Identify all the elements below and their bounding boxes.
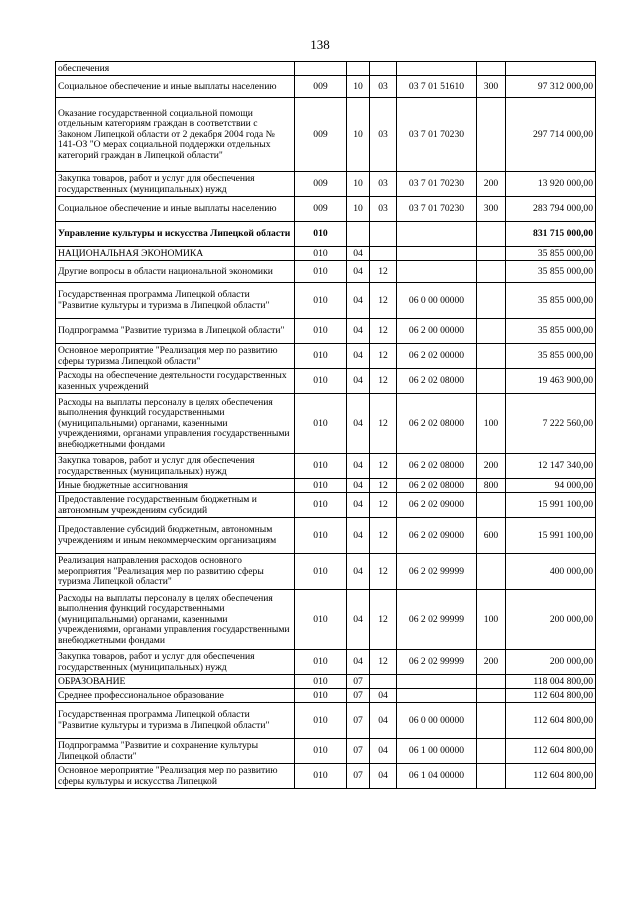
admin-code-cell: 010 [295,369,347,394]
amount-cell: 35 855 000,00 [506,261,596,283]
row-name-cell: Предоставление субсидий бюджетным, автономным учреждениям и иным некоммерческим организациям [56,518,295,554]
row-name-cell: Расходы на выплаты персоналу в целях обеспечения выполнения функций государственными (муниципальными) органами, казенными учреждениями, органами управления государственными внебюджетными фондами [56,590,295,650]
table-row [56,319,596,344]
subsection-code-cell: 04 [370,703,397,739]
amount-cell: 13 920 000,00 [506,172,596,197]
target-code-cell: 06 2 00 00000 [397,319,477,344]
subsection-code-cell [370,247,397,261]
target-code-cell: 06 1 00 00000 [397,739,477,764]
admin-code-cell: 009 [295,98,347,172]
section-code-cell: 04 [347,650,370,675]
table-row [56,493,596,518]
target-code-cell [397,247,477,261]
amount-cell: 112 604 800,00 [506,739,596,764]
subsection-code-cell: 12 [370,283,397,319]
target-code-cell [397,222,477,247]
target-code-cell: 06 2 02 09000 [397,518,477,554]
expense-type-cell [477,703,506,739]
row-name-cell: обеспечения [56,62,295,76]
subsection-code-cell: 12 [370,261,397,283]
expense-type-cell [477,739,506,764]
admin-code-cell: 010 [295,518,347,554]
row-name-cell: НАЦИОНАЛЬНАЯ ЭКОНОМИКА [56,247,295,261]
target-code-cell: 03 7 01 70230 [397,172,477,197]
admin-code-cell: 010 [295,650,347,675]
row-name-cell: Расходы на выплаты персоналу в целях обеспечения выполнения функций государственными (муниципальными) органами, казенными учреждениями, органами управления государственными внебюджетными фондами [56,394,295,454]
admin-code-cell: 010 [295,479,347,493]
table-row [56,247,596,261]
amount-cell: 35 855 000,00 [506,247,596,261]
table-row [56,283,596,319]
section-code-cell [347,222,370,247]
amount-cell: 283 794 000,00 [506,197,596,222]
target-code-cell: 06 2 02 08000 [397,369,477,394]
row-name-cell: Закупка товаров, работ и услуг для обеспечения государственных (муниципальных) нужд [56,650,295,675]
table-row [56,590,596,650]
section-code-cell [347,62,370,76]
section-code-cell: 07 [347,703,370,739]
row-name-cell: Управление культуры и искусства Липецкой области [56,222,295,247]
expense-type-cell: 100 [477,590,506,650]
expense-type-cell [477,493,506,518]
expense-type-cell [477,222,506,247]
admin-code-cell: 009 [295,197,347,222]
admin-code-cell: 010 [295,344,347,369]
subsection-code-cell: 04 [370,764,397,789]
expense-type-cell: 200 [477,650,506,675]
table-row [56,98,596,172]
table-row [56,703,596,739]
admin-code-cell: 010 [295,554,347,590]
amount-cell: 200 000,00 [506,650,596,675]
expense-type-cell: 200 [477,172,506,197]
row-name-cell: Государственная программа Липецкой области "Развитие культуры и туризма в Липецкой области" [56,283,295,319]
target-code-cell: 03 7 01 70230 [397,98,477,172]
amount-cell: 118 004 800,00 [506,675,596,689]
expense-type-cell: 200 [477,454,506,479]
subsection-code-cell: 12 [370,394,397,454]
section-code-cell: 04 [347,344,370,369]
subsection-code-cell: 03 [370,76,397,98]
section-code-cell: 04 [347,369,370,394]
section-code-cell: 04 [347,319,370,344]
budget-table [55,61,596,789]
subsection-code-cell: 12 [370,479,397,493]
table-row [56,650,596,675]
row-name-cell: Иные бюджетные ассигнования [56,479,295,493]
subsection-code-cell: 12 [370,554,397,590]
expense-type-cell [477,283,506,319]
row-name-cell: Закупка товаров, работ и услуг для обеспечения государственных (муниципальных) нужд [56,454,295,479]
target-code-cell: 03 7 01 51610 [397,76,477,98]
expense-type-cell [477,554,506,590]
expense-type-cell [477,764,506,789]
target-code-cell: 06 1 04 00000 [397,764,477,789]
expense-type-cell [477,319,506,344]
row-name-cell: Подпрограмма "Развитие и сохранение культуры Липецкой области" [56,739,295,764]
row-name-cell: Предоставление государственным бюджетным и автономным учреждениям субсидий [56,493,295,518]
amount-cell: 400 000,00 [506,554,596,590]
admin-code-cell: 009 [295,76,347,98]
expense-type-cell [477,369,506,394]
admin-code-cell: 010 [295,739,347,764]
row-name-cell: Социальное обеспечение и иные выплаты населению [56,197,295,222]
section-code-cell: 04 [347,493,370,518]
section-code-cell: 07 [347,675,370,689]
expense-type-cell [477,344,506,369]
target-code-cell: 06 0 00 00000 [397,703,477,739]
target-code-cell: 06 2 02 08000 [397,394,477,454]
row-name-cell: Государственная программа Липецкой области "Развитие культуры и туризма в Липецкой области" [56,703,295,739]
admin-code-cell: 010 [295,261,347,283]
section-code-cell: 04 [347,394,370,454]
subsection-code-cell: 12 [370,650,397,675]
table-row [56,518,596,554]
row-name-cell: Основное мероприятие "Реализация мер по развитию сферы туризма Липецкой области" [56,344,295,369]
target-code-cell: 06 2 02 08000 [397,454,477,479]
admin-code-cell: 010 [295,222,347,247]
section-code-cell: 07 [347,689,370,703]
admin-code-cell: 010 [295,590,347,650]
amount-cell: 15 991 100,00 [506,518,596,554]
admin-code-cell: 010 [295,703,347,739]
row-name-cell: Социальное обеспечение и иные выплаты населению [56,76,295,98]
section-code-cell: 07 [347,764,370,789]
row-name-cell: Среднее профессиональное образование [56,689,295,703]
expense-type-cell [477,98,506,172]
subsection-code-cell: 03 [370,197,397,222]
target-code-cell [397,689,477,703]
target-code-cell [397,261,477,283]
table-row [56,454,596,479]
amount-cell: 15 991 100,00 [506,493,596,518]
subsection-code-cell: 04 [370,739,397,764]
target-code-cell: 03 7 01 70230 [397,197,477,222]
amount-cell: 112 604 800,00 [506,703,596,739]
subsection-code-cell: 12 [370,590,397,650]
target-code-cell: 06 0 00 00000 [397,283,477,319]
expense-type-cell: 100 [477,394,506,454]
target-code-cell: 06 2 02 08000 [397,479,477,493]
row-name-cell: Расходы на обеспечение деятельности государственных казенных учреждений [56,369,295,394]
section-code-cell: 10 [347,98,370,172]
admin-code-cell: 010 [295,764,347,789]
target-code-cell: 06 2 02 99999 [397,590,477,650]
admin-code-cell: 010 [295,454,347,479]
row-name-cell: Оказание государственной социальной помощи отдельным категориям граждан в соответствии с Законом Липецкой области от 2 декабря 2004 года № 141-ОЗ "О мерах социальной поддержки отдельных категорий граждан в Липецкой области" [56,98,295,172]
table-row [56,62,596,76]
table-row [56,764,596,789]
table-row [56,369,596,394]
subsection-code-cell: 03 [370,172,397,197]
table-row [56,76,596,98]
subsection-code-cell [370,62,397,76]
amount-cell: 94 000,00 [506,479,596,493]
subsection-code-cell [370,222,397,247]
expense-type-cell [477,247,506,261]
amount-cell: 97 312 000,00 [506,76,596,98]
target-code-cell [397,675,477,689]
expense-type-cell [477,261,506,283]
expense-type-cell [477,689,506,703]
subsection-code-cell: 04 [370,689,397,703]
expense-type-cell: 600 [477,518,506,554]
table-row [56,344,596,369]
subsection-code-cell: 12 [370,454,397,479]
expense-type-cell: 300 [477,197,506,222]
row-name-cell: Основное мероприятие "Реализация мер по развитию сферы культуры и искусства Липецкой [56,764,295,789]
target-code-cell: 06 2 02 09000 [397,493,477,518]
table-row [56,739,596,764]
subsection-code-cell: 12 [370,518,397,554]
amount-cell: 19 463 900,00 [506,369,596,394]
amount-cell: 112 604 800,00 [506,764,596,789]
admin-code-cell: 010 [295,319,347,344]
row-name-cell: ОБРАЗОВАНИЕ [56,675,295,689]
admin-code-cell: 010 [295,689,347,703]
amount-cell: 112 604 800,00 [506,689,596,703]
section-code-cell: 04 [347,261,370,283]
admin-code-cell: 010 [295,247,347,261]
table-row [56,261,596,283]
target-code-cell: 06 2 02 99999 [397,650,477,675]
amount-cell [506,62,596,76]
section-code-cell: 10 [347,197,370,222]
expense-type-cell [477,62,506,76]
expense-type-cell [477,675,506,689]
amount-cell: 831 715 000,00 [506,222,596,247]
target-code-cell [397,62,477,76]
admin-code-cell: 010 [295,283,347,319]
amount-cell: 200 000,00 [506,590,596,650]
admin-code-cell: 009 [295,172,347,197]
target-code-cell: 06 2 02 00000 [397,344,477,369]
table-row [56,554,596,590]
section-code-cell: 10 [347,172,370,197]
table-row [56,172,596,197]
subsection-code-cell: 12 [370,319,397,344]
target-code-cell: 06 2 02 99999 [397,554,477,590]
subsection-code-cell [370,675,397,689]
amount-cell: 35 855 000,00 [506,283,596,319]
admin-code-cell: 010 [295,675,347,689]
subsection-code-cell: 03 [370,98,397,172]
table-row [56,675,596,689]
expense-type-cell: 800 [477,479,506,493]
subsection-code-cell: 12 [370,344,397,369]
admin-code-cell [295,62,347,76]
section-code-cell: 04 [347,479,370,493]
admin-code-cell: 010 [295,493,347,518]
row-name-cell: Реализация направления расходов основного мероприятия "Реализация мер по развитию сферы туризма Липецкой области" [56,554,295,590]
amount-cell: 12 147 340,00 [506,454,596,479]
table-row [56,394,596,454]
row-name-cell: Подпрограмма "Развитие туризма в Липецкой области" [56,319,295,344]
section-code-cell: 07 [347,739,370,764]
section-code-cell: 04 [347,247,370,261]
page-number: 138 [310,37,330,52]
table-row [56,479,596,493]
table-row [56,222,596,247]
table-row [56,689,596,703]
expense-type-cell: 300 [477,76,506,98]
table-body [56,62,596,789]
section-code-cell: 04 [347,454,370,479]
section-code-cell: 04 [347,283,370,319]
section-code-cell: 04 [347,518,370,554]
amount-cell: 297 714 000,00 [506,98,596,172]
admin-code-cell: 010 [295,394,347,454]
section-code-cell: 04 [347,590,370,650]
row-name-cell: Закупка товаров, работ и услуг для обеспечения государственных (муниципальных) нужд [56,172,295,197]
amount-cell: 35 855 000,00 [506,344,596,369]
amount-cell: 35 855 000,00 [506,319,596,344]
section-code-cell: 10 [347,76,370,98]
subsection-code-cell: 12 [370,493,397,518]
subsection-code-cell: 12 [370,369,397,394]
row-name-cell: Другие вопросы в области национальной экономики [56,261,295,283]
table-row [56,197,596,222]
section-code-cell: 04 [347,554,370,590]
amount-cell: 7 222 560,00 [506,394,596,454]
